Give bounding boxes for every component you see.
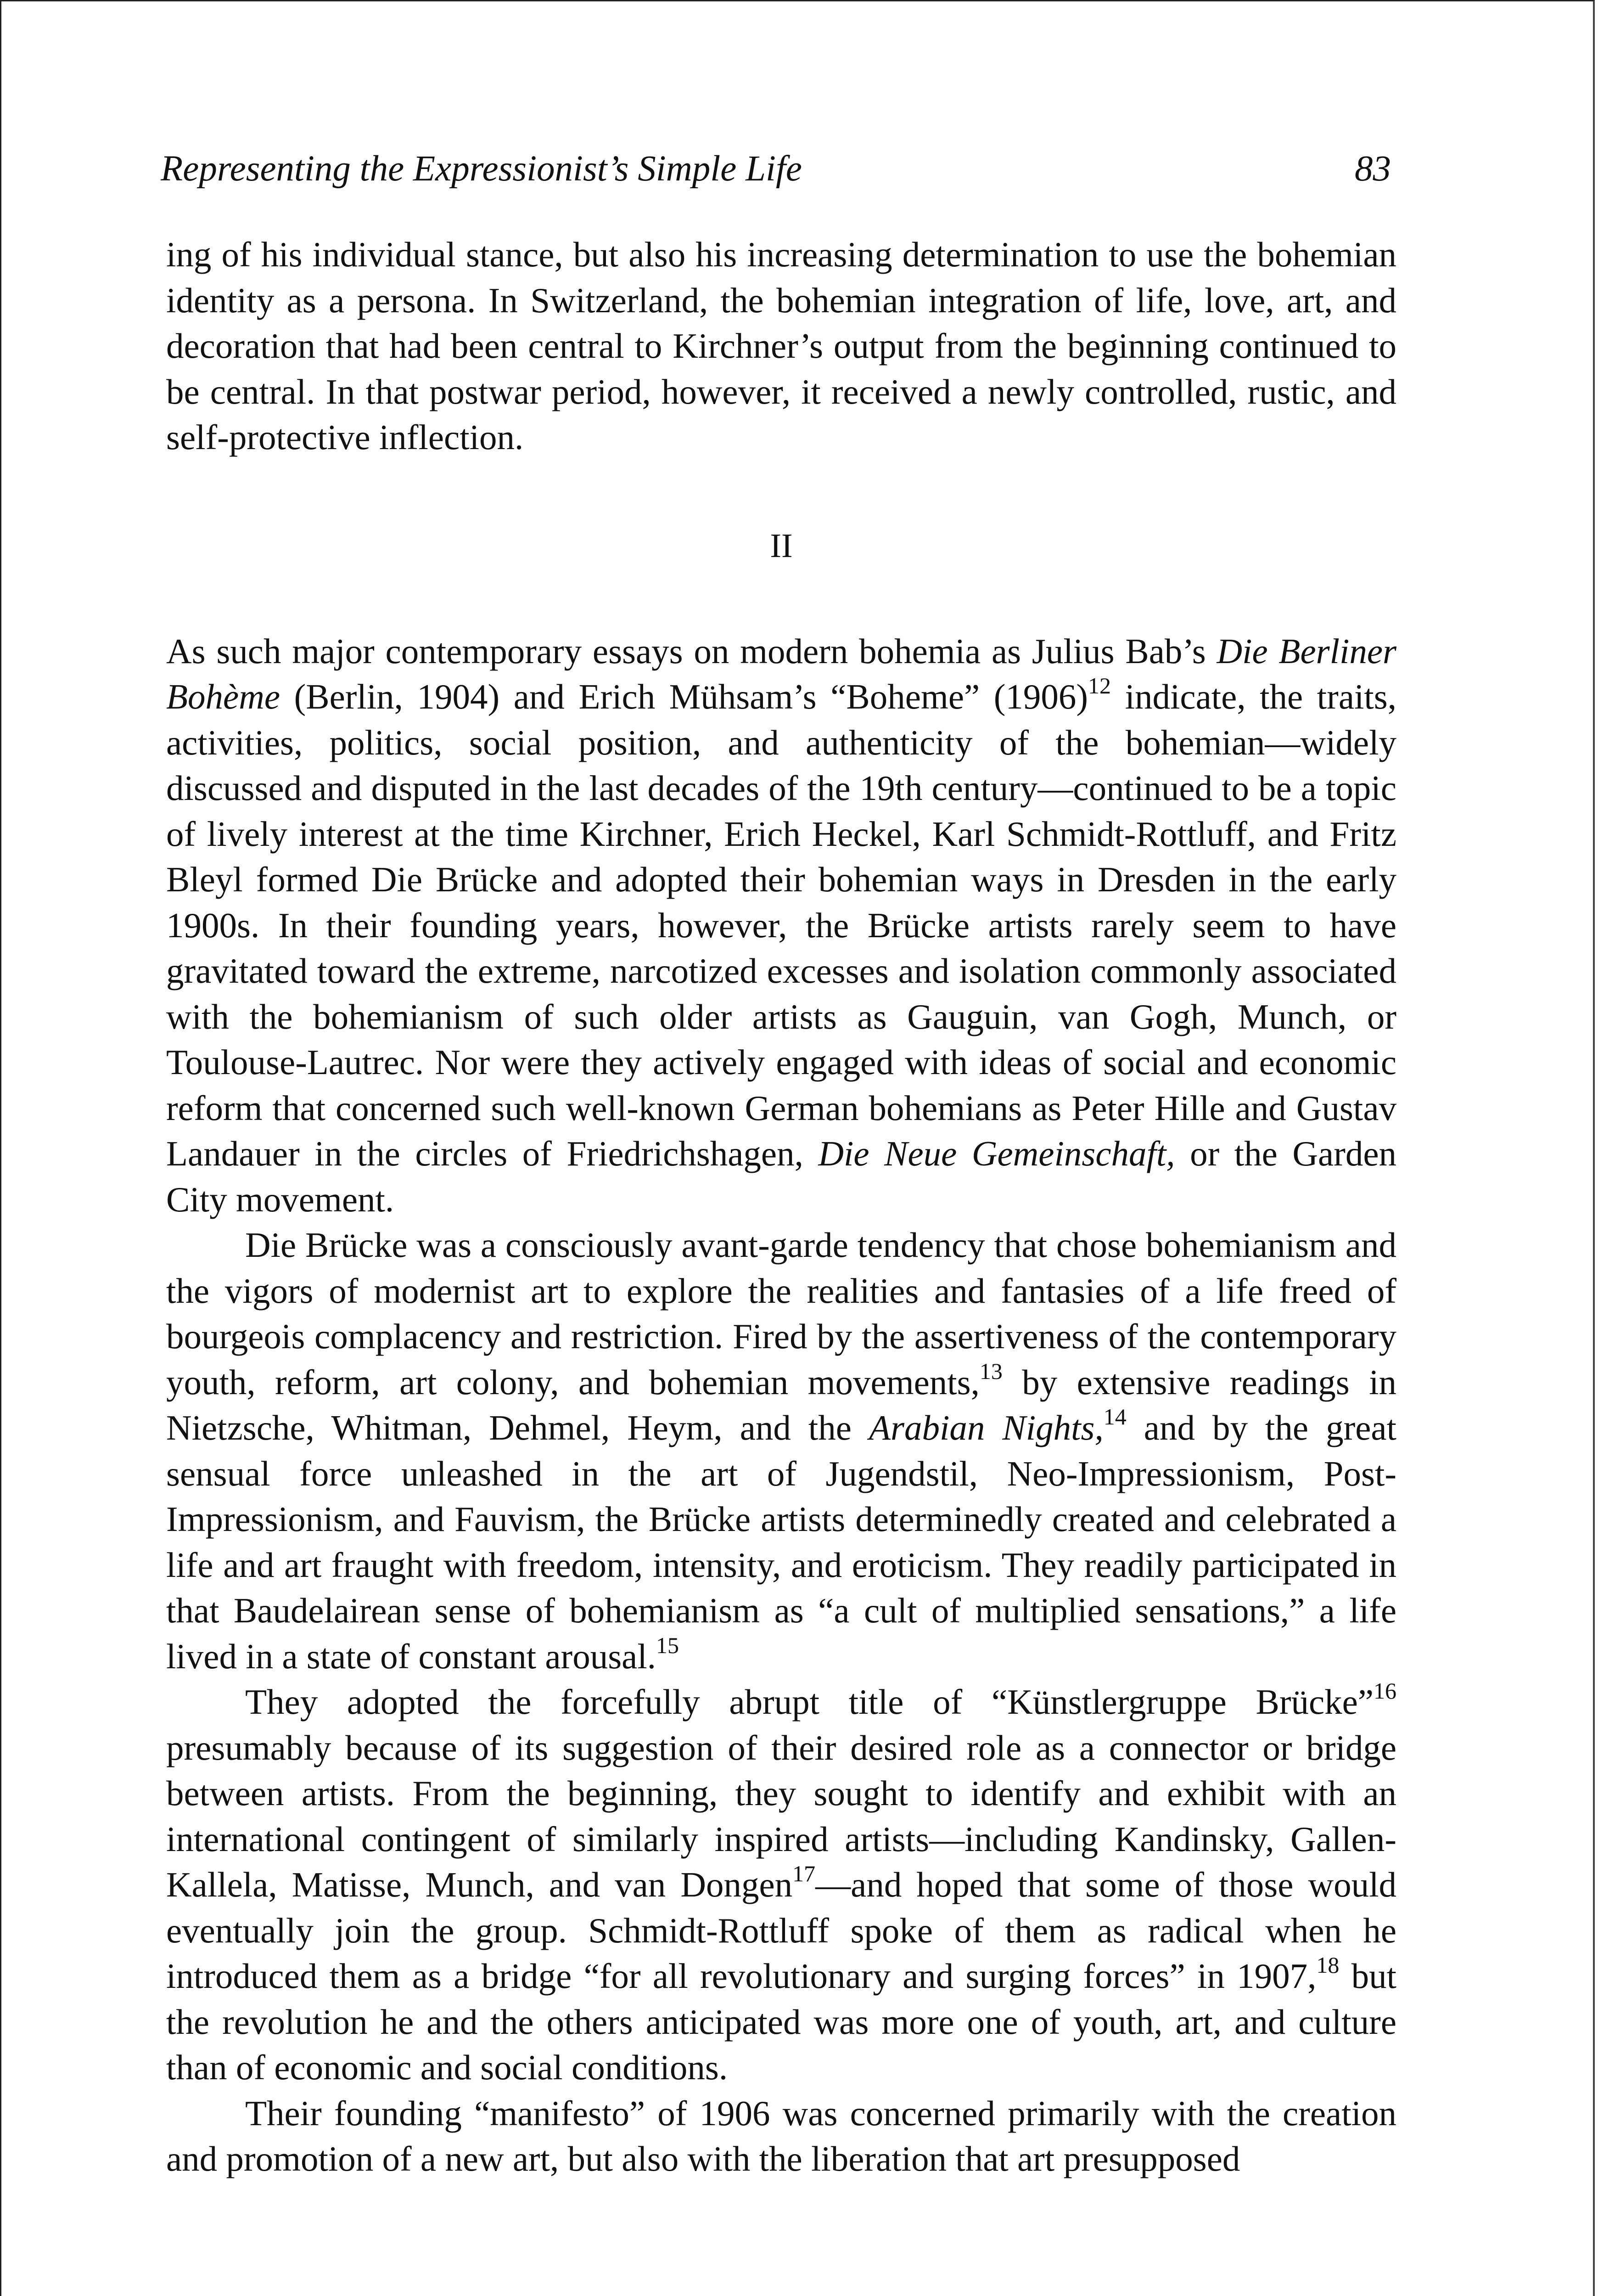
text-run: or the Garden City movement. [166, 1134, 1397, 1219]
text-run: They adopted the forcefully abrupt title of “Künstlergruppe Brücke” [245, 1682, 1374, 1722]
text-run: indicate, the traits, activities, politics, social position, and authenticity of the bohemian—widely discussed and disputed in the last decades of the 19th century—continued to be a topic of lively interest at the time Kirchner, Erich Heckel, Karl Schmidt-Rottluff, and Fritz Bleyl formed Die Brücke and adopted their bohemian ways in Dresden in the early 1900s. In their founding years, however, the Brücke artists rarely seem to have gravitated toward the extreme, narcotized excesses and isolation commonly associated with the bohemianism of such older artists as Gauguin, van Gogh, Munch, or Toulouse-Lautrec. Nor were they actively engaged with ideas of social and economic reform that concerned such well-known German bohemians as Peter Hille and Gustav Landauer in the circles of Friedrichshagen, [166, 677, 1396, 1173]
page-number: 83 [1355, 149, 1391, 189]
footnote-ref-14: 14 [1103, 1404, 1127, 1430]
paragraph-1 [166, 629, 1396, 1223]
text-run: Die Brücke was a consciously avant-garde tendency that chose bohemianism and the vigors of modernist art to explore the realities and fantasies of a life freed of bourgeois complacency and restriction. Fired by the assertiveness of the contemporary youth, reform, art colony, and bohemian movements, [166, 1225, 1396, 1402]
text-run: —and hoped that some of those would eventually join the group. Schmidt-Rottluff spoke of them as radical when he introduced them as a bridge “for all revolutionary and surging forces” in 1907, [166, 1865, 1396, 1996]
text-run: and by the great sensual force unleashed in the art of Jugendstil, Neo-Impressionism, Post-Impressionism, and Fauvism, the Brücke artists determinedly created and celebrated a life and art fraught with freedom, intensity, and eroticism. They readily participated in that Baudelairean sense of bohemianism as “a cult of multiplied sensations,” a life lived in a state of constant arousal. [166, 1408, 1396, 1676]
paragraph-3 [166, 1679, 1396, 2091]
book-title: Arabian Nights, [869, 1408, 1104, 1447]
footnote-ref-15: 15 [656, 1632, 679, 1658]
footnote-ref-13: 13 [979, 1358, 1003, 1384]
section-heading: II [770, 527, 793, 565]
footnote-ref-17: 17 [792, 1861, 816, 1887]
running-title: Representing the Expressionist’s Simple Life [161, 149, 802, 189]
book-title: Die Berliner Bohème [166, 631, 1397, 716]
footnote-ref-18: 18 [1316, 1952, 1340, 1978]
page-header [161, 146, 1391, 201]
body-text [166, 232, 1396, 2182]
text-run: presumably because of its suggestion of their desired role as a connector or bridge between artists. From the beginning, they sought to identify and exhibit with an international contingent of similarly inspired artists—including Kandinsky, Gallen-Kallela, Matisse, Munch, and van Dongen [166, 1728, 1396, 1904]
paragraph-continued: ing of his individual stance, but also his increasing determination to use the bohemian identity as a persona. In Switzerland, the bohemian integration of life, love, art, and decoration that had been central to Kirchner’s output from the beginning continued to be central. In that postwar period, however, it received a newly controlled, rustic, and self-protective inflection. [166, 235, 1396, 457]
text-run: by extensive readings in Nietzsche, Whitman, Dehmel, Heym, and the [166, 1362, 1396, 1447]
paragraph-2 [166, 1222, 1396, 1679]
footnote-ref-12: 12 [1088, 673, 1111, 699]
journal-title: Die Neue Gemeinschaft, [818, 1134, 1175, 1173]
text-run: but the revolution he and the others anticipated was more one of youth, art, and culture than of economic and social conditions. [166, 1956, 1396, 2087]
footnote-ref-16: 16 [1374, 1678, 1396, 1704]
paragraph-4: Their founding “manifesto” of 1906 was concerned primarily with the creation and promotion of a new art, but also with the liberation that art presupposed [166, 2093, 1396, 2178]
text-run: (Berlin, 1904) and Erich Mühsam’s “Boheme” (1906) [280, 677, 1088, 716]
text-run: As such major contemporary essays on modern bohemia as Julius Bab’s [166, 631, 1217, 671]
